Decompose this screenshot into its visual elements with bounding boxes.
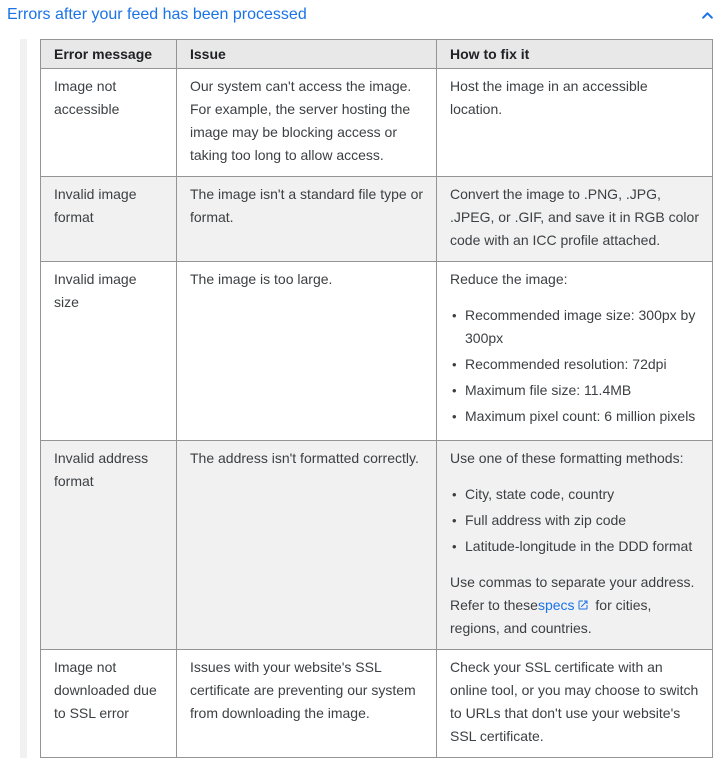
cell-paragraph: Image not downloaded due to SSL error bbox=[54, 659, 157, 721]
cell-paragraph: The address isn't formatted correctly. bbox=[190, 450, 419, 466]
cell-paragraph: Image not accessible bbox=[54, 78, 120, 117]
fix-bullet-item: • Recommended resolution: 72dpi bbox=[450, 353, 700, 376]
cell-paragraph: Issues with your website's SSL certificate are preventing our system from downloading the image. bbox=[190, 659, 416, 721]
fix-cell bbox=[437, 650, 713, 758]
cell-paragraph: Reduce the image: bbox=[450, 271, 568, 287]
table-header-row bbox=[41, 40, 713, 69]
cell-paragraph: Invalid address format bbox=[54, 450, 149, 489]
issue-cell bbox=[177, 650, 437, 758]
error-message-cell bbox=[41, 69, 177, 177]
issue-cell bbox=[177, 69, 437, 177]
fix-cell bbox=[437, 177, 713, 262]
error-table bbox=[40, 39, 713, 758]
fix-bullet-item: • Maximum pixel count: 6 million pixels bbox=[450, 405, 700, 428]
chevron-up-icon[interactable] bbox=[700, 8, 715, 23]
issue-cell bbox=[177, 262, 437, 441]
fix-cell bbox=[437, 441, 713, 650]
error-message-cell bbox=[41, 441, 177, 650]
issue-cell bbox=[177, 441, 437, 650]
table-row bbox=[41, 650, 713, 758]
error-message-cell bbox=[41, 262, 177, 441]
issue-cell bbox=[177, 177, 437, 262]
fix-bullet-item: • Recommended image size: 300px by 300px bbox=[450, 304, 700, 350]
error-table-body bbox=[41, 69, 713, 758]
fix-bullet-item: • Maximum file size: 11.4MB bbox=[450, 379, 700, 402]
fix-cell bbox=[437, 69, 713, 177]
fix-bullet-list bbox=[450, 304, 700, 428]
cell-paragraph: Our system can't access the image. For example, the server hosting the image may be blocking access or taking too long to allow access. bbox=[190, 78, 412, 163]
cell-paragraph: Convert the image to .PNG, .JPG, .JPEG, or .GIF, and save it in RGB color code with an ICC profile attached. bbox=[450, 186, 699, 248]
fix-cell bbox=[437, 262, 713, 441]
section-header[interactable] bbox=[0, 0, 727, 29]
cell-paragraph: The image is too large. bbox=[190, 271, 333, 287]
indent-bar bbox=[20, 39, 27, 758]
error-message-cell bbox=[41, 650, 177, 758]
specs-link[interactable]: specs bbox=[537, 597, 575, 613]
external-link-icon bbox=[577, 599, 589, 611]
fix-bullet-item: • Latitude-longitude in the DDD format bbox=[450, 535, 700, 558]
fix-bullet-list bbox=[450, 483, 700, 558]
section-title: Errors after your feed has been processed bbox=[7, 6, 307, 23]
fix-bullet-item: • City, state code, country bbox=[450, 483, 700, 506]
cell-paragraph: Host the image in an accessible location. bbox=[450, 78, 648, 117]
column-header-error-message: Error message bbox=[41, 40, 177, 69]
column-header-how-to-fix: How to fix it bbox=[437, 40, 713, 69]
cell-paragraph: Check your SSL certificate with an online tool, or you may choose to switch to URLs that don't use your website's SSL certificate. bbox=[450, 659, 699, 744]
cell-paragraph: Use commas to separate your address. Refer to thesespecs for cities, regions, and countries. bbox=[450, 574, 695, 636]
section-content bbox=[0, 39, 727, 758]
table-row bbox=[41, 69, 713, 177]
cell-paragraph: Invalid image size bbox=[54, 271, 137, 310]
table-row bbox=[41, 262, 713, 441]
column-header-issue: Issue bbox=[177, 40, 437, 69]
table-row bbox=[41, 441, 713, 650]
cell-paragraph: Use one of these formatting methods: bbox=[450, 450, 684, 466]
cell-paragraph: Invalid image format bbox=[54, 186, 137, 225]
error-message-cell bbox=[41, 177, 177, 262]
fix-bullet-item: • Full address with zip code bbox=[450, 509, 700, 532]
cell-paragraph: The image isn't a standard file type or format. bbox=[190, 186, 424, 225]
table-row bbox=[41, 177, 713, 262]
